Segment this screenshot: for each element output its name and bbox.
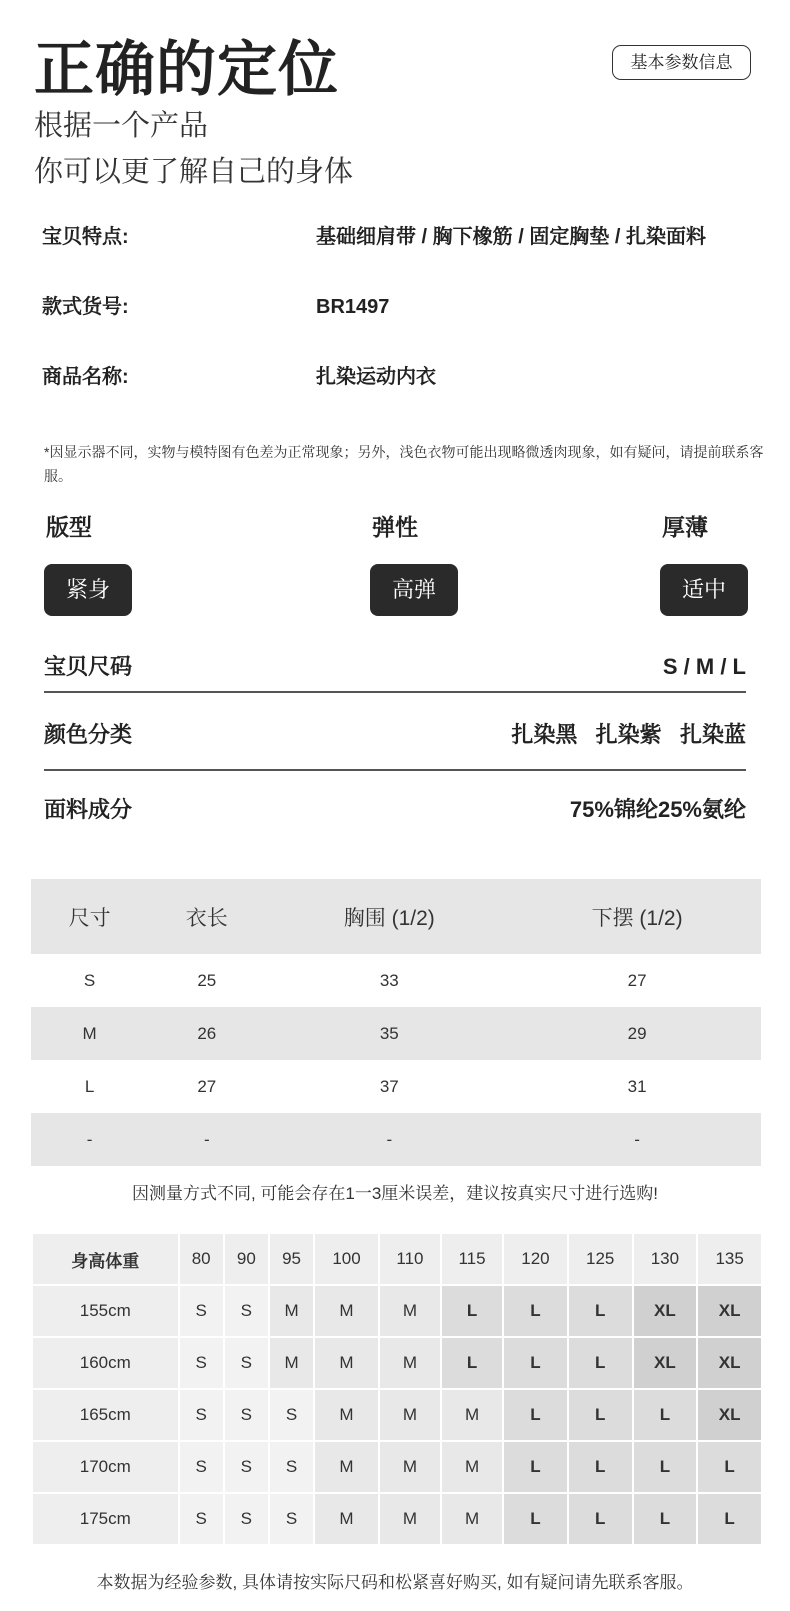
info-sku-label: 款式货号: bbox=[42, 296, 129, 318]
weight-header-cell: 130 bbox=[634, 1234, 697, 1284]
fit-size-cell: L bbox=[504, 1286, 567, 1336]
height-row-header: 155cm bbox=[33, 1286, 178, 1336]
fit-size-cell: S bbox=[180, 1442, 223, 1492]
table-row bbox=[31, 954, 761, 1007]
table-cell: - bbox=[31, 1113, 148, 1166]
fit-size-cell: M bbox=[315, 1442, 378, 1492]
fit-size-cell: L bbox=[442, 1338, 502, 1388]
fit-size-cell: M bbox=[270, 1286, 313, 1336]
fit-size-cell: M bbox=[442, 1390, 502, 1440]
table-row bbox=[31, 1007, 761, 1060]
table-row bbox=[33, 1390, 761, 1440]
fit-chart bbox=[31, 1232, 763, 1546]
weight-header-cell: 120 bbox=[504, 1234, 567, 1284]
measurement-note: 因测量方式不同, 可能会存在1一3厘米误差，建议按真实尺寸进行选购! bbox=[131, 1184, 659, 1203]
spec-size-label: 宝贝尺码 bbox=[44, 654, 133, 679]
fit-chart-corner: 身高体重 bbox=[33, 1234, 178, 1284]
subtitle-line-1: 根据一个产品 bbox=[34, 110, 209, 142]
fit-size-cell: L bbox=[698, 1442, 761, 1492]
fit-size-cell: L bbox=[504, 1442, 567, 1492]
info-name-value: 扎染运动内衣 bbox=[316, 366, 436, 388]
attr-thickness-pill: 适中 bbox=[660, 564, 748, 616]
fit-size-cell: L bbox=[698, 1494, 761, 1544]
height-row-header: 160cm bbox=[33, 1338, 178, 1388]
fit-size-cell: M bbox=[380, 1338, 440, 1388]
fit-size-cell: S bbox=[180, 1390, 223, 1440]
fit-size-cell: M bbox=[380, 1286, 440, 1336]
fit-size-cell: S bbox=[225, 1390, 268, 1440]
table-cell: 29 bbox=[513, 1007, 761, 1060]
info-sku-value: BR1497 bbox=[316, 296, 390, 318]
attr-fit-title: 版型 bbox=[46, 514, 92, 540]
fit-size-cell: M bbox=[315, 1494, 378, 1544]
table-cell: 33 bbox=[379, 970, 399, 990]
table-cell: - bbox=[148, 1113, 265, 1166]
weight-header-cell: 100 bbox=[315, 1234, 378, 1284]
fit-size-cell: L bbox=[634, 1390, 697, 1440]
table-cell: 27 bbox=[627, 970, 647, 990]
table-cell: 27 bbox=[197, 1076, 217, 1096]
fit-size-cell: M bbox=[380, 1442, 440, 1492]
fit-size-cell: S bbox=[270, 1442, 313, 1492]
table-row bbox=[33, 1494, 761, 1544]
info-features-label: 宝贝特点: bbox=[42, 226, 129, 248]
fit-chart-header-row bbox=[33, 1234, 761, 1284]
table-cell: M bbox=[31, 1007, 148, 1060]
table-row bbox=[33, 1338, 761, 1388]
fit-size-cell: L bbox=[504, 1494, 567, 1544]
color-difference-note: *因显示器不同，实物与模特图有色差为正常现象；另外，浅色衣物可能出现略微透肉现象，如有疑问，请提前联系客服。 bbox=[44, 444, 764, 484]
attr-thickness-title: 厚薄 bbox=[662, 514, 708, 540]
fit-size-cell: M bbox=[442, 1494, 502, 1544]
fit-size-cell: M bbox=[270, 1338, 313, 1388]
attr-fit-pill: 紧身 bbox=[44, 564, 132, 616]
table-cell: 26 bbox=[148, 1007, 265, 1060]
table-cell: L bbox=[84, 1076, 95, 1096]
info-features-value: 基础细肩带 / 胸下橡筋 / 固定胸垫 / 扎染面料 bbox=[316, 226, 707, 248]
fit-size-cell: M bbox=[315, 1338, 378, 1388]
size-table bbox=[31, 879, 761, 1166]
fit-size-cell: XL bbox=[698, 1286, 761, 1336]
fit-size-cell: L bbox=[504, 1390, 567, 1440]
fit-size-cell: XL bbox=[634, 1338, 697, 1388]
attr-elasticity-pill: 高弹 bbox=[370, 564, 458, 616]
fit-size-cell: S bbox=[225, 1338, 268, 1388]
height-row-header: 165cm bbox=[33, 1390, 178, 1440]
table-row bbox=[33, 1442, 761, 1492]
fit-size-cell: L bbox=[569, 1286, 632, 1336]
table-row bbox=[31, 1113, 761, 1166]
spec-divider bbox=[44, 769, 746, 771]
fit-size-cell: L bbox=[634, 1494, 697, 1544]
height-row-header: 170cm bbox=[33, 1442, 178, 1492]
table-cell: - bbox=[265, 1113, 513, 1166]
fit-size-cell: L bbox=[569, 1390, 632, 1440]
spec-divider bbox=[44, 691, 746, 693]
spec-color-label: 颜色分类 bbox=[44, 722, 133, 747]
spec-fabric-value: 75%锦纶25%氨纶 bbox=[569, 797, 746, 822]
basic-params-badge: 基本参数信息 bbox=[612, 45, 751, 80]
attr-elasticity-title: 弹性 bbox=[372, 514, 418, 540]
fit-size-cell: S bbox=[270, 1494, 313, 1544]
fit-size-cell: L bbox=[442, 1286, 502, 1336]
table-cell: 35 bbox=[265, 1007, 513, 1060]
fit-size-cell: M bbox=[380, 1390, 440, 1440]
fit-size-cell: XL bbox=[698, 1338, 761, 1388]
fit-size-cell: M bbox=[315, 1286, 378, 1336]
spec-fabric-label: 面料成分 bbox=[44, 797, 133, 822]
table-cell: 25 bbox=[197, 970, 217, 990]
spec-size-value: S / M / L bbox=[662, 654, 746, 679]
fit-size-cell: XL bbox=[634, 1286, 697, 1336]
fit-size-cell: L bbox=[569, 1338, 632, 1388]
fit-size-cell: M bbox=[315, 1390, 378, 1440]
weight-header-cell: 80 bbox=[180, 1234, 223, 1284]
size-table-header bbox=[31, 879, 761, 954]
fit-size-cell: S bbox=[180, 1286, 223, 1336]
fit-size-cell: L bbox=[504, 1338, 567, 1388]
table-cell: 37 bbox=[379, 1076, 399, 1096]
fit-size-cell: S bbox=[180, 1494, 223, 1544]
height-row-header: 175cm bbox=[33, 1494, 178, 1544]
table-cell: S bbox=[83, 970, 96, 990]
fit-size-cell: M bbox=[442, 1442, 502, 1492]
page-title: 正确的定位 bbox=[34, 36, 339, 103]
hem-col-header: 下摆 (1/2) bbox=[513, 879, 761, 954]
weight-header-cell: 95 bbox=[270, 1234, 313, 1284]
spec-color-value: 扎染黑 扎染紫 扎染蓝 bbox=[511, 722, 746, 747]
weight-header-cell: 125 bbox=[569, 1234, 632, 1284]
fit-size-cell: L bbox=[569, 1442, 632, 1492]
table-cell: - bbox=[513, 1113, 761, 1166]
fit-size-cell: L bbox=[634, 1442, 697, 1492]
fit-size-cell: M bbox=[380, 1494, 440, 1544]
weight-header-cell: 115 bbox=[442, 1234, 502, 1284]
fit-size-cell: S bbox=[225, 1286, 268, 1336]
weight-header-cell: 110 bbox=[380, 1234, 440, 1284]
table-row bbox=[31, 1060, 761, 1113]
subtitle-line-2: 你可以更了解自己的身体 bbox=[34, 156, 354, 188]
length-col-header: 衣长 bbox=[148, 879, 265, 954]
weight-header-cell: 90 bbox=[225, 1234, 268, 1284]
fit-size-cell: L bbox=[569, 1494, 632, 1544]
table-cell: 31 bbox=[627, 1076, 647, 1096]
fit-size-cell: S bbox=[180, 1338, 223, 1388]
fit-size-cell: XL bbox=[698, 1390, 761, 1440]
table-row bbox=[33, 1286, 761, 1336]
fit-size-cell: S bbox=[270, 1390, 313, 1440]
fit-size-cell: S bbox=[225, 1442, 268, 1492]
bust-col-header: 胸围 (1/2) bbox=[265, 879, 513, 954]
info-name-label: 商品名称: bbox=[42, 366, 129, 388]
size-col-header: 尺寸 bbox=[31, 879, 148, 954]
footnote: 本数据为经验参数, 具体请按实际尺码和松紧喜好购买, 如有疑问请先联系客服。 bbox=[96, 1573, 694, 1592]
weight-header-cell: 135 bbox=[698, 1234, 761, 1284]
fit-size-cell: S bbox=[225, 1494, 268, 1544]
